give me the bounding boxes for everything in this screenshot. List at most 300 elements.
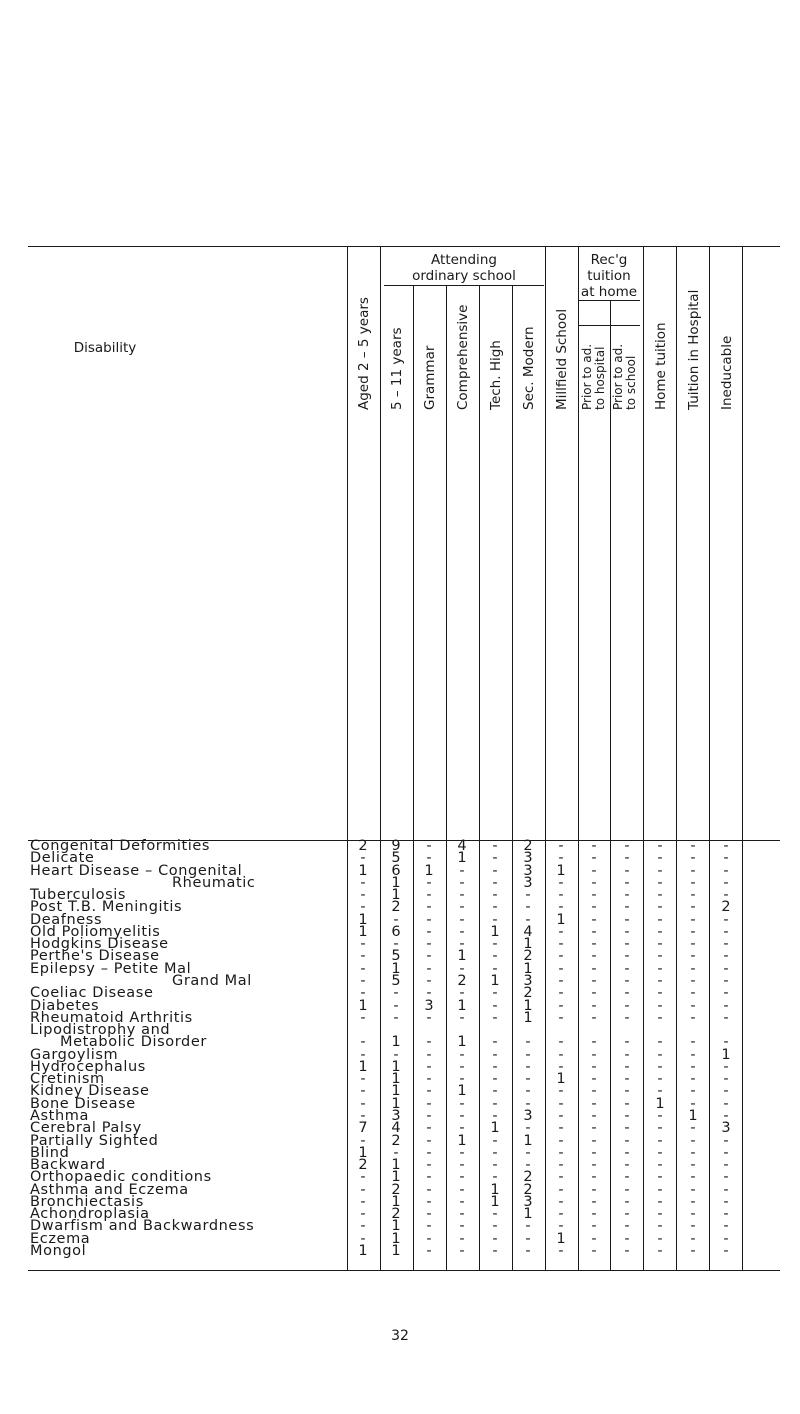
table-cell: - [657, 862, 663, 879]
table-cell: - [459, 1169, 465, 1186]
table-cell: - [360, 936, 366, 953]
table-cell: - [690, 874, 696, 891]
table-cell: - [492, 838, 498, 854]
table-cell: - [525, 1083, 531, 1100]
table-cell: - [426, 1230, 432, 1247]
table-cell: - [624, 1169, 630, 1186]
table-cell: - [525, 1034, 531, 1051]
table-cell: - [426, 1169, 432, 1186]
table-cell: - [657, 997, 663, 1014]
table-cell: - [393, 1009, 399, 1026]
table-cell: - [558, 1243, 564, 1259]
table-cell: - [657, 1230, 663, 1247]
table-cell: - [657, 887, 663, 904]
table-cell: - [657, 899, 663, 916]
table-cell: 2 [523, 838, 533, 854]
table-cell: - [459, 1193, 465, 1210]
table-cell: - [360, 1169, 366, 1186]
table-cell: - [558, 838, 564, 854]
table-cell: - [723, 838, 729, 854]
table-cell: - [657, 1169, 663, 1186]
table-cell: - [723, 973, 729, 989]
table-cell: 2 [391, 899, 401, 916]
table-cell: - [624, 1108, 630, 1124]
column-rule [742, 246, 743, 1270]
table-cell: - [558, 923, 564, 940]
table-cell: - [360, 1034, 366, 1051]
row-label: Achondroplasia [30, 1206, 150, 1223]
row-label: Blind [30, 1144, 70, 1161]
recg-group-rule [578, 300, 640, 301]
table-cell: - [690, 1058, 696, 1075]
attending-group-rule [384, 285, 544, 286]
row-label: Eczema [30, 1230, 91, 1247]
table-cell: - [360, 1108, 366, 1124]
table-cell: 2 [391, 1206, 401, 1223]
table-cell: - [624, 1132, 630, 1149]
table-cell: 1 [391, 1230, 401, 1247]
table-cell: - [624, 1193, 630, 1210]
table-cell: - [426, 850, 432, 867]
table-cell: - [492, 1218, 498, 1235]
table-cell: - [690, 948, 696, 965]
row-label: Old Poliomyelitis [30, 923, 161, 940]
table-cell: - [624, 850, 630, 867]
table-cell: - [690, 1181, 696, 1198]
table-cell: - [492, 887, 498, 904]
row-label: Metabolic Disorder [60, 1034, 207, 1051]
table-cell: - [360, 899, 366, 916]
table-cell: - [591, 1206, 597, 1223]
table-cell: - [690, 936, 696, 953]
table-cell: - [624, 1034, 630, 1051]
table-cell: - [624, 1071, 630, 1088]
table-cell: - [492, 936, 498, 953]
table-cell: 7 [358, 1120, 368, 1137]
table-cell: - [558, 1108, 564, 1124]
table-cell: - [624, 1157, 630, 1174]
table-cell: 2 [391, 1181, 401, 1198]
table-cell: - [657, 1108, 663, 1124]
table-cell: - [723, 1243, 729, 1259]
table-cell: - [558, 1193, 564, 1210]
table-cell: 1 [556, 1071, 566, 1088]
table-cell: - [723, 1181, 729, 1198]
prior-columns-rule [578, 325, 640, 326]
table-cell: - [426, 1120, 432, 1137]
table-cell: - [558, 1218, 564, 1235]
table-cell: - [690, 1157, 696, 1174]
table-cell: - [690, 960, 696, 977]
table-cell: - [723, 874, 729, 891]
table-cell: - [393, 1046, 399, 1063]
table-cell: 1 [391, 1058, 401, 1075]
attending-header-line1: Attending [431, 252, 497, 268]
table-cell: - [690, 997, 696, 1014]
table-cell: - [459, 960, 465, 977]
table-cell: - [591, 985, 597, 1002]
table-cell: - [360, 1230, 366, 1247]
table-cell: 2 [721, 899, 731, 916]
table-cell: 1 [655, 1095, 665, 1112]
table-cell: 1 [556, 862, 566, 879]
table-cell: 2 [523, 985, 533, 1002]
table-cell: - [657, 1083, 663, 1100]
table-cell: - [591, 1243, 597, 1259]
table-cell: - [591, 874, 597, 891]
table-cell: - [591, 887, 597, 904]
table-cell: 4 [523, 923, 533, 940]
table-cell: - [426, 1071, 432, 1088]
column-rule [643, 246, 644, 1270]
table-cell: 1 [391, 1218, 401, 1235]
table-cell: 2 [391, 1132, 401, 1149]
aged-2-5-header: Aged 2 – 5 years [356, 297, 372, 410]
table-cell: 1 [391, 1095, 401, 1112]
table-cell: 6 [391, 862, 401, 879]
table-cell: - [426, 1132, 432, 1149]
column-rule [578, 246, 579, 1270]
table-cell: - [657, 1193, 663, 1210]
table-cell: 5 [391, 948, 401, 965]
table-cell: - [558, 1046, 564, 1063]
comprehensive-header: Comprehensive [455, 304, 471, 410]
table-cell: - [690, 1132, 696, 1149]
column-rule [676, 246, 677, 1270]
table-cell: 3 [523, 1108, 533, 1124]
table-cell: - [426, 1058, 432, 1075]
table-cell: - [690, 1206, 696, 1223]
table-cell: - [690, 887, 696, 904]
table-cell: - [558, 1144, 564, 1161]
table-cell: - [492, 1058, 498, 1075]
table-cell: - [591, 1230, 597, 1247]
table-cell: - [459, 1095, 465, 1112]
table-cell: - [525, 1218, 531, 1235]
table-cell: - [426, 1181, 432, 1198]
table-cell: 2 [523, 948, 533, 965]
table-cell: - [690, 1243, 696, 1259]
table-cell: - [492, 1046, 498, 1063]
table-cell: - [426, 838, 432, 854]
table-cell: - [657, 985, 663, 1002]
table-cell: - [558, 1095, 564, 1112]
table-cell: - [426, 985, 432, 1002]
table-cell: 2 [523, 1181, 533, 1198]
table-cell: - [558, 948, 564, 965]
row-label: Diabetes [30, 997, 100, 1014]
table-cell: - [591, 850, 597, 867]
row-label: Hodgkins Disease [30, 936, 169, 953]
table-cell: - [459, 1009, 465, 1026]
row-label: Cretinism [30, 1071, 105, 1088]
table-cell: - [426, 1243, 432, 1259]
recg-header-line1: Rec'g [590, 252, 628, 268]
row-label: Partially Sighted [30, 1132, 159, 1149]
table-cell: - [525, 911, 531, 928]
row-label: Cerebral Palsy [30, 1120, 142, 1137]
disability-header: Disability [73, 340, 137, 356]
table-cell: 1 [391, 1034, 401, 1051]
table-cell: - [393, 911, 399, 928]
table-cell: - [492, 1157, 498, 1174]
row-label: Bone Disease [30, 1095, 136, 1112]
table-cell: - [426, 887, 432, 904]
table-cell: - [624, 1181, 630, 1198]
table-cell: 9 [391, 838, 401, 854]
table-cell: - [690, 985, 696, 1002]
table-cell: - [360, 1083, 366, 1100]
table-cell: - [723, 1108, 729, 1124]
table-cell: - [690, 1169, 696, 1186]
table-cell: - [459, 1181, 465, 1198]
table-cell: - [558, 1034, 564, 1051]
table-cell: - [492, 899, 498, 916]
table-cell: - [393, 1144, 399, 1161]
table-cell: - [360, 948, 366, 965]
table-cell: - [690, 850, 696, 867]
table-cell: - [723, 1009, 729, 1026]
table-cell: - [723, 1230, 729, 1247]
table-cell: - [690, 1071, 696, 1088]
table-cell: 4 [391, 1120, 401, 1137]
table-cell: - [723, 960, 729, 977]
table-cell: - [492, 850, 498, 867]
table-cell: 6 [391, 923, 401, 940]
tech-high-header: Tech. High [488, 340, 504, 410]
table-cell: - [393, 985, 399, 1002]
millfield-header: Millfield School [554, 308, 570, 410]
table-cell: - [426, 874, 432, 891]
table-cell: - [459, 862, 465, 879]
table-cell: - [723, 862, 729, 879]
table-cell: - [591, 862, 597, 879]
table-cell: - [426, 1218, 432, 1235]
table-cell: - [492, 1095, 498, 1112]
table-cell: - [690, 1034, 696, 1051]
table-cell: 1 [721, 1046, 731, 1063]
table-cell: - [690, 1120, 696, 1137]
sec-modern-header: Sec. Modern [521, 326, 537, 410]
table-cell: - [723, 1132, 729, 1149]
table-cell: - [591, 1181, 597, 1198]
table-cell: - [690, 838, 696, 854]
table-cell: 1 [523, 960, 533, 977]
table-cell: - [426, 1193, 432, 1210]
table-cell: - [360, 1132, 366, 1149]
row-label: Gargoylism [30, 1046, 119, 1063]
table-cell: - [591, 1132, 597, 1149]
table-cell: - [624, 862, 630, 879]
table-cell: - [525, 1046, 531, 1063]
table-cell: - [723, 1083, 729, 1100]
table-cell: - [360, 850, 366, 867]
table-cell: - [459, 1144, 465, 1161]
table-cell: - [459, 936, 465, 953]
table-cell: 1 [358, 862, 368, 879]
table-cell: - [591, 1144, 597, 1161]
table-cell: 3 [424, 997, 434, 1014]
table-cell: - [723, 1193, 729, 1210]
table-cell: - [624, 887, 630, 904]
table-cell: - [492, 1083, 498, 1100]
row-label: Heart Disease – Congenital [30, 862, 243, 879]
table-cell: - [360, 973, 366, 989]
table-cell: - [657, 838, 663, 854]
table-cell: - [492, 862, 498, 879]
table-cell: - [459, 985, 465, 1002]
table-cell: 3 [523, 1193, 533, 1210]
table-cell: - [459, 1157, 465, 1174]
table-cell: 1 [358, 923, 368, 940]
table-cell: - [459, 923, 465, 940]
table-cell: - [492, 1034, 498, 1051]
table-cell: - [723, 911, 729, 928]
table-cell: - [360, 887, 366, 904]
table-cell: 1 [358, 1243, 368, 1259]
row-label: Post T.B. Meningitis [30, 899, 183, 916]
table-cell: - [360, 985, 366, 1002]
table-cell: - [426, 1083, 432, 1100]
table-cell: - [690, 1218, 696, 1235]
table-cell: - [657, 874, 663, 891]
home-tuition-header: Home tuition [653, 322, 669, 410]
table-cell: - [393, 997, 399, 1014]
table-cell: 3 [523, 973, 533, 989]
table-cell: - [360, 1071, 366, 1088]
row-label: Grand Mal [172, 973, 252, 989]
table-cell: - [624, 948, 630, 965]
table-cell: - [558, 1169, 564, 1186]
table-cell: - [624, 936, 630, 953]
table-cell: - [459, 874, 465, 891]
table-cell: - [591, 838, 597, 854]
table-cell: - [723, 936, 729, 953]
column-rule [610, 300, 611, 1270]
table-cell: 1 [358, 1058, 368, 1075]
table-cell: - [690, 1046, 696, 1063]
table-cell: - [591, 948, 597, 965]
table-cell: - [492, 1169, 498, 1186]
column-rule [413, 285, 414, 1270]
table-cell: - [591, 960, 597, 977]
column-rule [709, 246, 710, 1270]
row-label: Orthopaedic conditions [30, 1169, 212, 1186]
table-cell: - [558, 850, 564, 867]
table-cell: 1 [556, 1230, 566, 1247]
table-cell: - [723, 850, 729, 867]
table-cell: 2 [523, 1169, 533, 1186]
table-cell: - [492, 1132, 498, 1149]
table-cell: 5 [391, 973, 401, 989]
row-label: Rheumatoid Arthritis [30, 1009, 193, 1026]
table-cell: - [558, 960, 564, 977]
table-cell: - [492, 874, 498, 891]
table-cell: - [624, 1144, 630, 1161]
table-cell: 1 [457, 948, 467, 965]
page-number: 32 [391, 1328, 409, 1344]
table-cell: - [492, 1009, 498, 1026]
table-cell: - [426, 936, 432, 953]
table-cell: - [525, 1058, 531, 1075]
row-label: Perthe's Disease [30, 948, 160, 965]
table-cell: - [624, 997, 630, 1014]
table-cell: - [360, 960, 366, 977]
table-cell: - [657, 1120, 663, 1137]
table-cell: - [690, 1230, 696, 1247]
table-cell: 1 [523, 997, 533, 1014]
table-cell: - [558, 899, 564, 916]
column-rule [479, 285, 480, 1270]
table-cell: - [558, 973, 564, 989]
table-cell: - [624, 1095, 630, 1112]
column-rule [347, 246, 348, 1270]
table-cell: - [525, 1144, 531, 1161]
table-cell: 1 [391, 1083, 401, 1100]
table-cell: 3 [391, 1108, 401, 1124]
table-cell: - [558, 985, 564, 1002]
table-cell: - [492, 997, 498, 1014]
row-label: Deafness [30, 911, 103, 928]
tuition-hospital-header: Tuition in Hospital [686, 289, 702, 410]
table-cell: - [558, 1058, 564, 1075]
table-cell: - [459, 1058, 465, 1075]
table-cell: - [657, 850, 663, 867]
table-cell: - [657, 1206, 663, 1223]
row-label: Dwarfism and Backwardness [30, 1218, 255, 1235]
column-rule [512, 285, 513, 1270]
table-cell: - [591, 923, 597, 940]
table-cell: - [558, 936, 564, 953]
table-cell: - [360, 1218, 366, 1235]
table-cell: - [657, 1181, 663, 1198]
table-cell: 1 [457, 1083, 467, 1100]
table-cell: - [492, 948, 498, 965]
table-cell: 1 [391, 1071, 401, 1088]
table-cell: 1 [391, 887, 401, 904]
table-cell: - [723, 1071, 729, 1088]
table-cell: - [624, 899, 630, 916]
table-cell: - [690, 973, 696, 989]
row-label: Delicate [30, 850, 95, 867]
row-label: Epilepsy – Petite Mal [30, 960, 192, 977]
table-cell: 1 [457, 997, 467, 1014]
table-cell: - [723, 1058, 729, 1075]
table-cell: - [657, 973, 663, 989]
table-cell: - [657, 948, 663, 965]
table-cell: - [459, 1120, 465, 1137]
table-cell: - [558, 1009, 564, 1026]
table-cell: 1 [391, 1157, 401, 1174]
table-cell: - [558, 997, 564, 1014]
table-cell: - [657, 1132, 663, 1149]
table-cell: 1 [523, 1206, 533, 1223]
table-cell: - [426, 1157, 432, 1174]
table-cell: 3 [523, 874, 533, 891]
table-cell: - [426, 948, 432, 965]
table-cell: - [657, 1009, 663, 1026]
table-cell: - [492, 1144, 498, 1161]
table-cell: - [426, 1206, 432, 1223]
table-cell: - [657, 1243, 663, 1259]
table-cell: - [624, 985, 630, 1002]
table-cell: 5 [391, 850, 401, 867]
column-rule [545, 246, 546, 1270]
table-cell: - [426, 973, 432, 989]
ineducable-header: Ineducable [719, 335, 735, 410]
table-cell: - [459, 899, 465, 916]
table-cell: - [723, 1218, 729, 1235]
